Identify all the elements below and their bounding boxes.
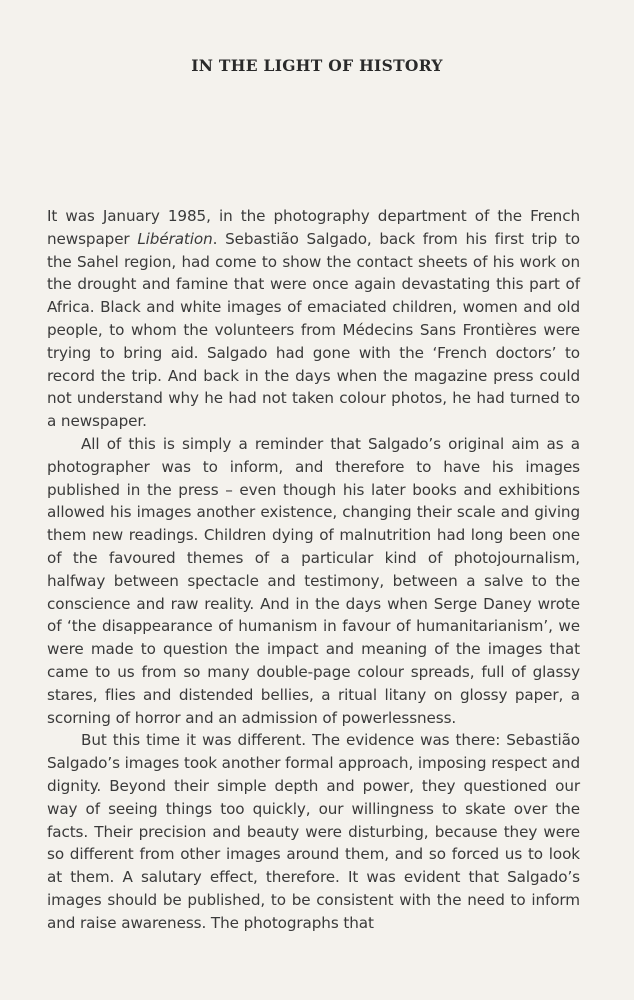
chapter-title: IN THE LIGHT OF HISTORY <box>191 56 443 75</box>
paragraph-1-text-end: . Sebastião Salgado, back from his first trip to the Sahel region, had come to show the contact sheets of his work on the drought and famine that were once again devastating this part of Africa. Black and white images of emaciated children, women and old people, to whom the volunteers from Médecins Sans Frontières were trying to bring aid. Salgado had gone with the ‘French doctors’ to record the trip. And back in the days when the magazine press could not understand why he had not taken colour photos, he had turned to a newspaper. <box>47 229 580 431</box>
paragraph-2: All of this is simply a reminder that Salgado’s original aim as a photographer was to inform, and therefore to have his images published in the press – even though his later books and exhibitions allowed his images another existence, changing their scale and giving them new readings. Children dying of malnutrition had long been one of the favoured themes of a particular kind of photojournalism, halfway between spectacle and testimony, between a salve to the conscience and raw reality. And in the days when Serge Daney wrote of ‘the disappearance of humanism in favour of humanitarianism’, we were made to question the impact and meaning of the images that came to us from so many double-page colour spreads, full of glassy stares, flies and distended bellies, a ritual litany on glossy paper, a scorning of horror and an admission of powerlessness. <box>47 434 580 727</box>
paragraph-1-text-start: It was January 1985, in the photography department of the French newspaper <box>47 207 580 248</box>
newspaper-name: Libération <box>137 229 213 248</box>
body-text <box>47 205 580 935</box>
paragraph-1 <box>47 205 580 433</box>
paragraph-3: But this time it was different. The evidence was there: Sebastião Salgado’s images took another formal approach, imposing respect and dignity. Beyond their simple depth and power, they questioned our way of seeing things too quickly, our willingness to skate over the facts. Their precision and beauty were disturbing, because they were so different from other images around them, and so forced us to look at them. A salutary effect, therefore. It was evident that Salgado’s images should be published, to be consistent with the need to inform and raise awareness. The photographs that <box>47 731 580 932</box>
